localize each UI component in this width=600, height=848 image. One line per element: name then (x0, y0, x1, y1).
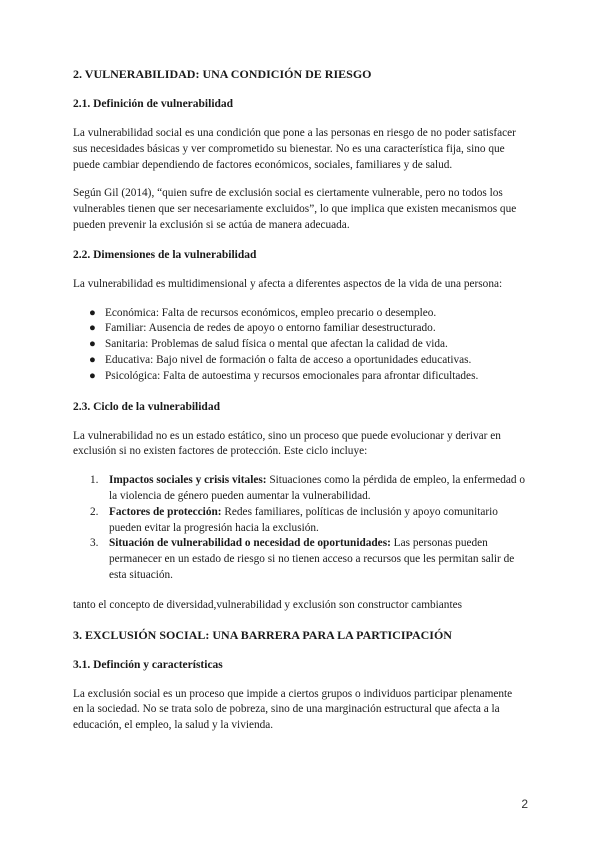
list-item-text: Redes familiares, políticas de inclusión y apoyo comunitario pueden evitar la progresión hacia la exclusión. (109, 505, 498, 534)
list-item (73, 321, 525, 337)
list-item (73, 306, 525, 322)
list-number: 3. (90, 537, 99, 550)
bullet-icon: ● (89, 338, 96, 351)
bullet-icon: ● (89, 369, 96, 382)
section-2-heading: 2. VULNERABILIDAD: UNA CONDICIÓN DE RIESGO (73, 67, 372, 81)
section-2-3-heading: 2.3. Ciclo de la vulnerabilidad (73, 400, 220, 413)
section-2-2-intro: La vulnerabilidad es multidimensional y afecta a diferentes aspectos de la vida de una persona: (73, 277, 503, 290)
list-item-bold: Situación de vulnerabilidad o necesidad de oportunidades: (109, 537, 391, 550)
section-3-heading: 3. EXCLUSIÓN SOCIAL: UNA BARRERA PARA LA PARTICIPACIÓN (73, 627, 452, 642)
section-2-3-intro: La vulnerabilidad no es un estado estático, sino un proceso que puede evolucionar y derivar en exclusión si no existen factores de protección. Este ciclo incluye: (73, 429, 501, 458)
cycle-list (73, 473, 525, 584)
section-2-1-heading: 2.1. Definición de vulnerabilidad (73, 98, 234, 110)
section-2-2-heading: 2.2. Dimensiones de la vulnerabilidad (73, 248, 257, 261)
list-item-text: Familiar: Ausencia de redes de apoyo o entorno familiar desestructurado. (105, 322, 436, 335)
list-item-text: Educativa: Bajo nivel de formación o falta de acceso a oportunidades educativas. (105, 353, 472, 366)
list-item-text: Psicológica: Falta de autoestima y recursos emocionales para afrontar dificultades. (105, 369, 479, 382)
list-item (73, 473, 525, 505)
list-item-text: Situaciones como la pérdida de empleo, la enfermedad o la violencia de género pueden aumentar la vulnerabilidad. (109, 474, 525, 502)
bullet-icon: ● (89, 306, 96, 319)
page-content (73, 66, 525, 747)
handwritten-note-line: tanto el concepto de diversidad,vulnerabilidad y exclusión son constructor cambiantes (73, 598, 462, 611)
list-item (73, 337, 525, 353)
list-item-text: Sanitaria: Problemas de salud física o mental que afectan la calidad de vida. (105, 338, 448, 351)
dimensions-list (73, 306, 525, 385)
list-item (73, 353, 525, 369)
list-item (73, 369, 525, 385)
section-3-1-heading: 3.1. Definción y características (73, 658, 223, 671)
section-2-1-paragraph-2: Según Gil (2014), “quien sufre de exclusión social es ciertamente vulnerable, pero no todos los vulnerables tienen que ser necesariamente excluidos”, lo que implica que existen mecanismos que pueden prevenir la exclusión si se actúa de manera adecuada. (73, 187, 517, 231)
list-item (73, 505, 525, 537)
list-item-bold: Impactos sociales y crisis vitales: (109, 474, 267, 487)
list-item-text: Económica: Falta de recursos económicos, empleo precario o desempleo. (105, 306, 437, 319)
bullet-icon: ● (89, 353, 96, 366)
bullet-icon: ● (89, 322, 96, 335)
list-number: 1. (90, 474, 99, 487)
list-number: 2. (90, 505, 99, 518)
list-item-bold: Factores de protección: (109, 505, 222, 518)
section-2-1-paragraph-1: La vulnerabilidad social es una condición que pone a las personas en riesgo de no poder satisfacer sus necesidades básicas y ver comprometido su bienestar. No es una característica fija, sino que puede cambiar dependiendo de factores económicos, sociales, familiares y de salud. (73, 127, 516, 171)
list-item (73, 536, 525, 583)
page-number: 2 (521, 797, 528, 811)
section-3-1-paragraph-1: La exclusión social es un proceso que impide a ciertos grupos o individuos participar plenamente en la sociedad. No se trata solo de pobreza, sino de una marginación estructural que afecta a la educación, el empleo, la salud y la vivienda. (73, 687, 513, 732)
list-item-text: Las personas pueden permanecer en un estado de riesgo si no tienen acceso a recursos que les permitan salir de esta situación. (109, 537, 515, 581)
